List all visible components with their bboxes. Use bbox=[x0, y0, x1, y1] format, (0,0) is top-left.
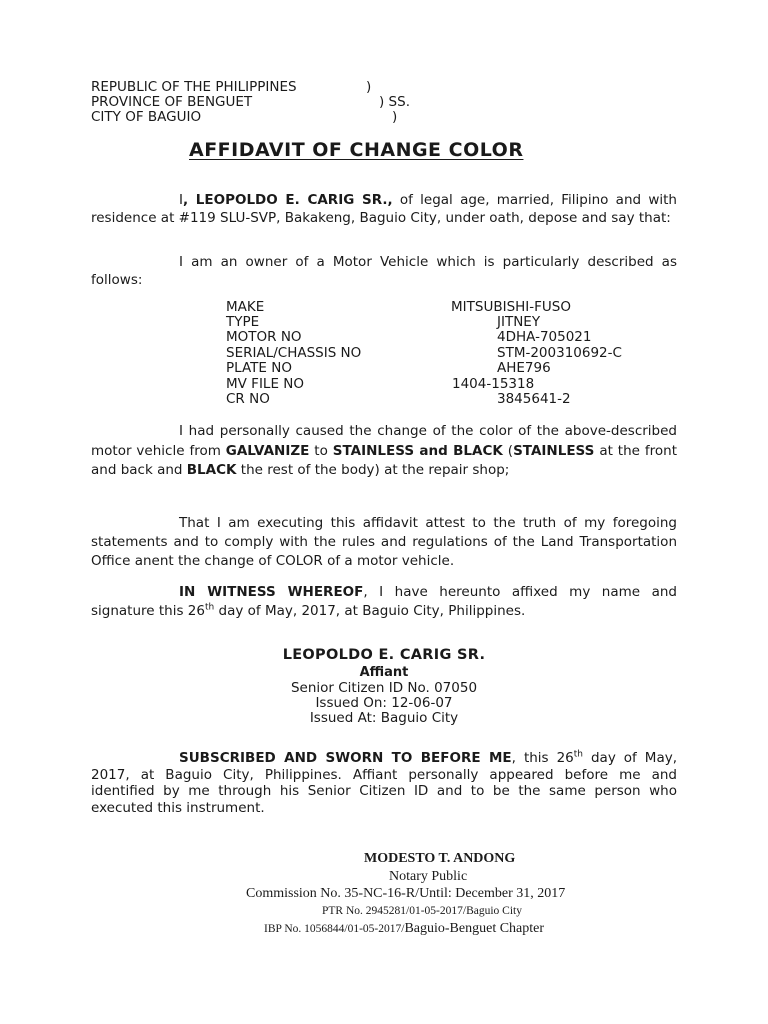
header-province: PROVINCE OF BENGUET bbox=[91, 94, 253, 110]
vehicle-value: JITNEY bbox=[497, 314, 541, 330]
text: at the front and back and bbox=[91, 442, 677, 478]
color-black: BLACK bbox=[186, 462, 237, 478]
affiant-name: LEOPOLDO E. CARIG SR. bbox=[282, 647, 486, 663]
vehicle-label: TYPE bbox=[226, 314, 260, 330]
vehicle-value: 1404-15318 bbox=[452, 376, 535, 392]
notary-name: MODESTO T. ANDONG bbox=[364, 851, 516, 866]
header-mark-1: ) bbox=[366, 79, 372, 95]
vehicle-value: MITSUBISHI-FUSO bbox=[451, 299, 571, 315]
subscribed-paragraph bbox=[91, 750, 677, 816]
color-change-paragraph bbox=[91, 422, 677, 481]
old-color: GALVANIZE bbox=[225, 442, 310, 459]
ibp-chapter: Baguio-Benguet Chapter bbox=[404, 921, 545, 936]
header-mark-3: ) bbox=[392, 109, 398, 125]
color-stainless: STAINLESS bbox=[513, 442, 595, 459]
vehicle-value: AHE796 bbox=[497, 360, 551, 376]
vehicle-value: 3845641-2 bbox=[497, 391, 571, 407]
text: the rest of the body) at the repair shop; bbox=[236, 462, 510, 478]
intro-paragraph bbox=[91, 191, 677, 227]
affiant-issued-at: Issued At: Baguio City bbox=[309, 710, 459, 726]
intro-rest: of legal age, married, Filipino and with residence at #119 SLU-SVP, Bakakeng, Baguio City, under oath, depose and say that: bbox=[91, 192, 677, 226]
text: , I have hereunto affixed my name and signature this 26 bbox=[91, 584, 678, 619]
notary-ibp bbox=[264, 919, 544, 937]
vehicle-label: CR NO bbox=[226, 391, 270, 407]
witness-heading: IN WITNESS WHEREOF bbox=[179, 584, 364, 600]
header-republic: REPUBLIC OF THE PHILIPPINES bbox=[91, 79, 297, 95]
text: day of May, 2017, at Baguio City, Philippines. Affiant personally appeared before me and identified by me through his Senior Citizen ID and to be the same person who executed this instrument. bbox=[91, 750, 678, 816]
subscribed-heading: SUBSCRIBED AND SWORN TO BEFORE ME bbox=[179, 750, 512, 766]
header-city: CITY OF BAGUIO bbox=[91, 109, 202, 125]
affiant-role: Affiant bbox=[359, 665, 409, 680]
affiant-id: Senior Citizen ID No. 07050 bbox=[290, 680, 478, 696]
notary-ptr: PTR No. 2945281/01-05-2017/Baguio City bbox=[322, 905, 522, 917]
text: ( bbox=[502, 442, 514, 459]
executing-paragraph: That I am executing this affidavit attest to the truth of my foregoing statements and to comply with the rules and regulations of the Land Transportation Office anent the change of COLOR of a motor vehicle. bbox=[91, 515, 677, 569]
ibp-number: IBP No. 1056844/01-05-2017/ bbox=[264, 923, 405, 935]
owner-paragraph: I am an owner of a Motor Vehicle which is particularly described as follows: bbox=[91, 254, 677, 288]
affiant-issued-on: Issued On: 12-06-07 bbox=[315, 695, 453, 711]
notary-title: Notary Public bbox=[389, 869, 468, 884]
vehicle-label: MOTOR NO bbox=[226, 329, 302, 345]
affiant-name-intro: , LEOPOLDO E. CARIG SR., bbox=[182, 192, 393, 208]
ordinal-suffix: th bbox=[573, 749, 583, 760]
vehicle-label: MV FILE NO bbox=[226, 376, 304, 392]
text: I had personally caused the change of the color of the above-described motor vehicle from bbox=[91, 423, 677, 459]
notary-commission: Commission No. 35-NC-16-R/Until: December 31, 2017 bbox=[246, 886, 566, 901]
vehicle-value: 4DHA-705021 bbox=[497, 329, 592, 345]
text: , this 26 bbox=[511, 750, 574, 766]
text: to bbox=[309, 442, 333, 459]
new-color: STAINLESS and BLACK bbox=[332, 442, 503, 459]
vehicle-value: STM-200310692-C bbox=[497, 345, 622, 361]
witness-paragraph bbox=[91, 583, 677, 621]
ordinal-suffix: th bbox=[205, 602, 215, 613]
intro-pre: I bbox=[179, 192, 183, 208]
vehicle-label: SERIAL/CHASSIS NO bbox=[226, 345, 362, 361]
vehicle-label: MAKE bbox=[226, 299, 265, 315]
text: day of May, 2017, at Baguio City, Philippines. bbox=[214, 603, 526, 619]
header-mark-2: ) SS. bbox=[379, 94, 410, 110]
document-title: AFFIDAVIT OF CHANGE COLOR bbox=[189, 139, 524, 161]
vehicle-label: PLATE NO bbox=[226, 360, 292, 376]
